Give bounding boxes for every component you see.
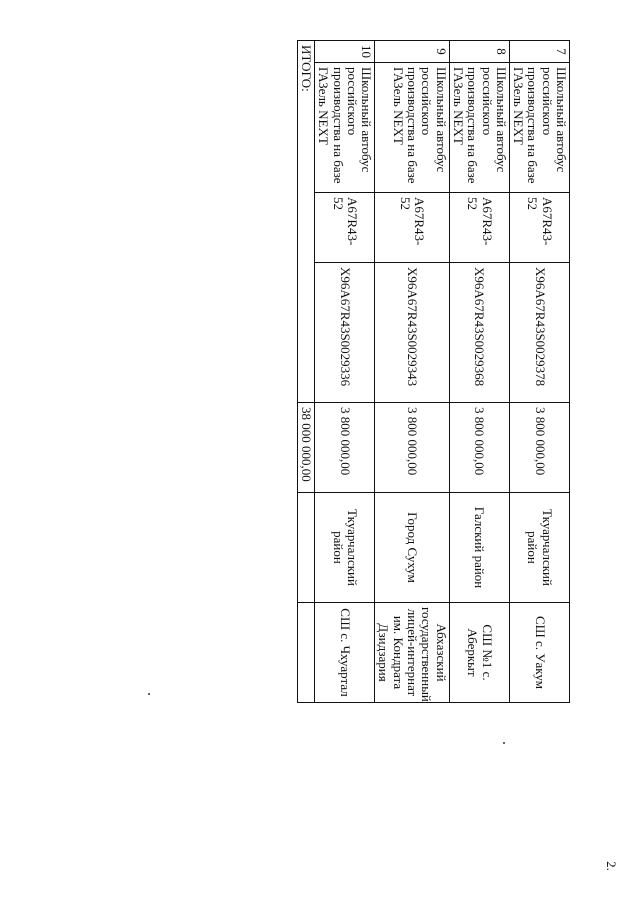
district: Ткуарчалский район [509, 493, 569, 603]
table-row [375, 41, 449, 703]
vehicle-vin: X96A67R43S0029343 [375, 263, 449, 403]
page-number: 2. [604, 861, 620, 871]
vehicle-model: А67R43-52 [314, 193, 374, 263]
row-number: 10 [314, 41, 374, 63]
vehicle-price: 3 800 000,00 [375, 403, 449, 493]
scan-speck [148, 693, 150, 695]
school: СШ с. Чхуартал [314, 603, 374, 703]
total-value: 38 000 000,00 [297, 403, 314, 493]
vehicle-model: А67R43-52 [509, 193, 569, 263]
empty-cell [297, 493, 314, 603]
vehicle-name: Школьный автобус российского производства на базе ГАЗель NEXT [509, 63, 569, 193]
table-row [509, 41, 569, 703]
school: СШ с. Уакум [509, 603, 569, 703]
rotated-table-sheet [298, 40, 570, 702]
vehicle-name: Школьный автобус российского производства на базе ГАЗель NEXT [449, 63, 509, 193]
row-number: 7 [509, 41, 569, 63]
buses-table [297, 40, 570, 703]
district: Город Сухум [375, 493, 449, 603]
district: Ткуарчалский район [314, 493, 374, 603]
vehicle-model: А67R43-52 [449, 193, 509, 263]
row-number: 9 [375, 41, 449, 63]
vehicle-vin: X96A67R43S0029336 [314, 263, 374, 403]
table-row [314, 41, 374, 703]
total-row [297, 41, 314, 703]
scan-speck [503, 742, 505, 744]
vehicle-model: А67R43-52 [375, 193, 449, 263]
vehicle-price: 3 800 000,00 [509, 403, 569, 493]
vehicle-name: Школьный автобус российского производства на базе ГАЗель NEXT [314, 63, 374, 193]
school: Абхазский государственный лицей-интернат им. Кондрата Дзидзария [375, 603, 449, 703]
table-row [449, 41, 509, 703]
vehicle-vin: X96A67R43S0029378 [509, 263, 569, 403]
row-number: 8 [449, 41, 509, 63]
vehicle-price: 3 800 000,00 [449, 403, 509, 493]
empty-cell [297, 603, 314, 703]
vehicle-vin: X96A67R43S0029368 [449, 263, 509, 403]
district: Галский район [449, 493, 509, 603]
vehicle-name: Школьный автобус российского производства на базе ГАЗель NEXT [375, 63, 449, 193]
school: СШ №1 с. Аберкыт [449, 603, 509, 703]
vehicle-price: 3 800 000,00 [314, 403, 374, 493]
total-label: ИТОГО: [297, 41, 314, 403]
